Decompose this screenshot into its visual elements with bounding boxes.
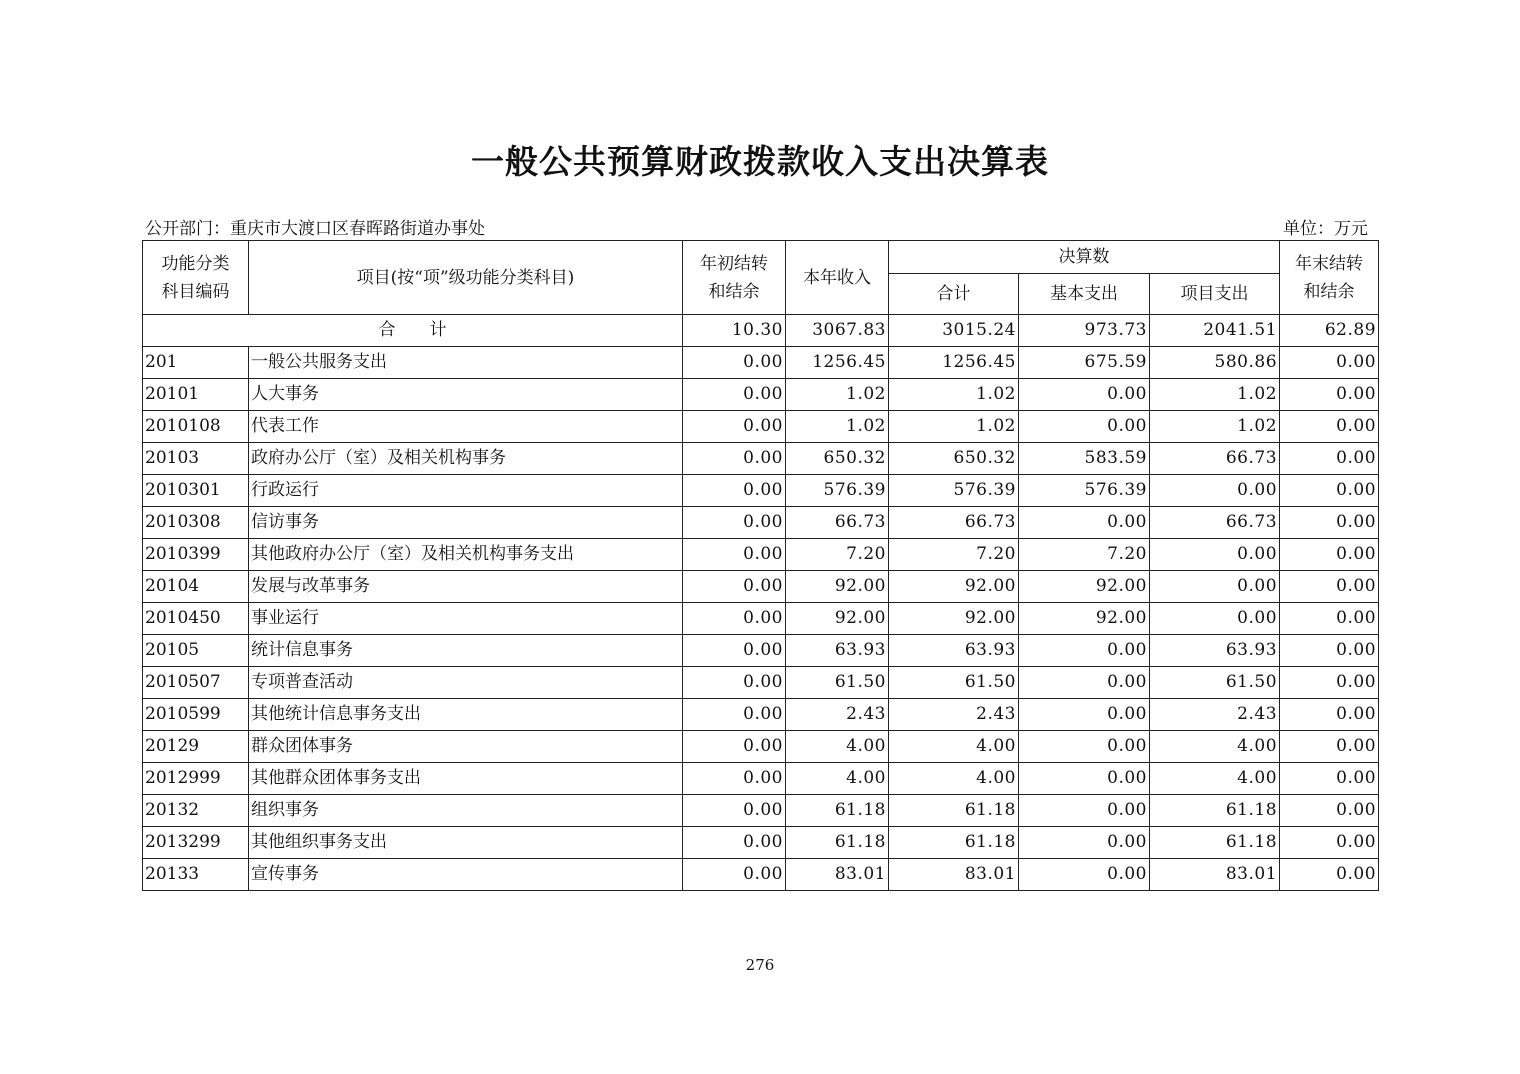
row-name: 人大事务 bbox=[249, 379, 683, 411]
row-basic: 576.39 bbox=[1019, 475, 1150, 507]
row-income: 7.20 bbox=[786, 539, 889, 571]
row-name: 其他群众团体事务支出 bbox=[249, 763, 683, 795]
table-row bbox=[143, 411, 1379, 443]
table-row bbox=[143, 699, 1379, 731]
row-basic: 0.00 bbox=[1019, 795, 1150, 827]
row-closing: 0.00 bbox=[1280, 731, 1379, 763]
row-opening: 0.00 bbox=[683, 539, 786, 571]
row-total: 92.00 bbox=[889, 571, 1019, 603]
row-basic: 7.20 bbox=[1019, 539, 1150, 571]
row-code: 2010599 bbox=[143, 699, 249, 731]
row-code: 2010450 bbox=[143, 603, 249, 635]
row-project: 61.18 bbox=[1150, 795, 1280, 827]
total-closing: 62.89 bbox=[1280, 315, 1379, 347]
row-code: 20129 bbox=[143, 731, 249, 763]
row-total: 61.50 bbox=[889, 667, 1019, 699]
row-opening: 0.00 bbox=[683, 507, 786, 539]
header-basic: 基本支出 bbox=[1019, 274, 1150, 315]
row-project: 1.02 bbox=[1150, 411, 1280, 443]
table-row bbox=[143, 763, 1379, 795]
row-total: 1.02 bbox=[889, 379, 1019, 411]
row-total: 61.18 bbox=[889, 827, 1019, 859]
row-closing: 0.00 bbox=[1280, 443, 1379, 475]
row-closing: 0.00 bbox=[1280, 379, 1379, 411]
row-project: 0.00 bbox=[1150, 603, 1280, 635]
row-code: 20132 bbox=[143, 795, 249, 827]
row-code: 20103 bbox=[143, 443, 249, 475]
row-project: 4.00 bbox=[1150, 763, 1280, 795]
row-project: 4.00 bbox=[1150, 731, 1280, 763]
row-basic: 92.00 bbox=[1019, 571, 1150, 603]
header-code-line1: 功能分类 bbox=[161, 253, 230, 274]
row-project: 0.00 bbox=[1150, 571, 1280, 603]
row-basic: 0.00 bbox=[1019, 635, 1150, 667]
total-opening: 10.30 bbox=[683, 315, 786, 347]
row-code: 2010399 bbox=[143, 539, 249, 571]
row-opening: 0.00 bbox=[683, 443, 786, 475]
row-code: 2010108 bbox=[143, 411, 249, 443]
row-income: 576.39 bbox=[786, 475, 889, 507]
row-opening: 0.00 bbox=[683, 635, 786, 667]
row-income: 1.02 bbox=[786, 379, 889, 411]
row-closing: 0.00 bbox=[1280, 667, 1379, 699]
header-row-1 bbox=[143, 241, 1379, 274]
row-name: 其他统计信息事务支出 bbox=[249, 699, 683, 731]
header-closing-line1: 年末结转 bbox=[1295, 253, 1364, 274]
row-name: 发展与改革事务 bbox=[249, 571, 683, 603]
row-name: 统计信息事务 bbox=[249, 635, 683, 667]
row-basic: 0.00 bbox=[1019, 827, 1150, 859]
row-name: 专项普查活动 bbox=[249, 667, 683, 699]
total-project: 2041.51 bbox=[1150, 315, 1280, 347]
row-total: 92.00 bbox=[889, 603, 1019, 635]
row-closing: 0.00 bbox=[1280, 827, 1379, 859]
row-project: 0.00 bbox=[1150, 475, 1280, 507]
row-code: 20104 bbox=[143, 571, 249, 603]
row-income: 61.50 bbox=[786, 667, 889, 699]
row-name: 代表工作 bbox=[249, 411, 683, 443]
row-basic: 0.00 bbox=[1019, 731, 1150, 763]
row-closing: 0.00 bbox=[1280, 571, 1379, 603]
total-row bbox=[143, 315, 1379, 347]
row-name: 群众团体事务 bbox=[249, 731, 683, 763]
row-total: 576.39 bbox=[889, 475, 1019, 507]
row-name: 行政运行 bbox=[249, 475, 683, 507]
table-row bbox=[143, 539, 1379, 571]
row-code: 2013299 bbox=[143, 827, 249, 859]
row-basic: 92.00 bbox=[1019, 603, 1150, 635]
row-project: 580.86 bbox=[1150, 347, 1280, 379]
row-opening: 0.00 bbox=[683, 859, 786, 891]
row-income: 1256.45 bbox=[786, 347, 889, 379]
header-opening-line2: 和结余 bbox=[708, 281, 760, 302]
row-closing: 0.00 bbox=[1280, 507, 1379, 539]
row-basic: 0.00 bbox=[1019, 699, 1150, 731]
row-income: 650.32 bbox=[786, 443, 889, 475]
row-closing: 0.00 bbox=[1280, 859, 1379, 891]
row-project: 2.43 bbox=[1150, 699, 1280, 731]
row-closing: 0.00 bbox=[1280, 603, 1379, 635]
table-row bbox=[143, 731, 1379, 763]
row-code: 2012999 bbox=[143, 763, 249, 795]
row-opening: 0.00 bbox=[683, 411, 786, 443]
row-project: 61.18 bbox=[1150, 827, 1280, 859]
row-opening: 0.00 bbox=[683, 827, 786, 859]
header-final-group: 决算数 bbox=[889, 241, 1280, 274]
row-closing: 0.00 bbox=[1280, 795, 1379, 827]
row-code: 20101 bbox=[143, 379, 249, 411]
row-opening: 0.00 bbox=[683, 731, 786, 763]
table-row bbox=[143, 635, 1379, 667]
row-project: 1.02 bbox=[1150, 379, 1280, 411]
row-name: 其他政府办公厅（室）及相关机构事务支出 bbox=[249, 539, 683, 571]
row-closing: 0.00 bbox=[1280, 539, 1379, 571]
row-total: 4.00 bbox=[889, 731, 1019, 763]
row-opening: 0.00 bbox=[683, 763, 786, 795]
row-total: 61.18 bbox=[889, 795, 1019, 827]
table-row bbox=[143, 475, 1379, 507]
row-income: 4.00 bbox=[786, 763, 889, 795]
row-code: 20105 bbox=[143, 635, 249, 667]
table-row bbox=[143, 443, 1379, 475]
row-name: 政府办公厅（室）及相关机构事务 bbox=[249, 443, 683, 475]
row-closing: 0.00 bbox=[1280, 763, 1379, 795]
page-title: 一般公共预算财政拨款收入支出决算表 bbox=[471, 142, 1049, 181]
row-basic: 0.00 bbox=[1019, 763, 1150, 795]
unit-label: 单位：万元 bbox=[1283, 219, 1368, 239]
row-income: 66.73 bbox=[786, 507, 889, 539]
table-row bbox=[143, 379, 1379, 411]
row-income: 83.01 bbox=[786, 859, 889, 891]
row-total: 650.32 bbox=[889, 443, 1019, 475]
table-row bbox=[143, 347, 1379, 379]
row-income: 63.93 bbox=[786, 635, 889, 667]
row-closing: 0.00 bbox=[1280, 475, 1379, 507]
row-total: 66.73 bbox=[889, 507, 1019, 539]
row-total: 63.93 bbox=[889, 635, 1019, 667]
budget-table bbox=[142, 240, 1379, 891]
row-basic: 0.00 bbox=[1019, 507, 1150, 539]
row-opening: 0.00 bbox=[683, 603, 786, 635]
table-row bbox=[143, 827, 1379, 859]
header-item: 项目(按“项”级功能分类科目) bbox=[249, 241, 683, 315]
header-code bbox=[143, 241, 249, 315]
row-basic: 0.00 bbox=[1019, 667, 1150, 699]
total-label: 合 计 bbox=[143, 315, 683, 347]
total-income: 3067.83 bbox=[786, 315, 889, 347]
table-row bbox=[143, 571, 1379, 603]
row-opening: 0.00 bbox=[683, 667, 786, 699]
row-basic: 583.59 bbox=[1019, 443, 1150, 475]
header-code-line2: 科目编码 bbox=[161, 281, 230, 302]
row-total: 7.20 bbox=[889, 539, 1019, 571]
row-income: 2.43 bbox=[786, 699, 889, 731]
total-basic: 973.73 bbox=[1019, 315, 1150, 347]
row-opening: 0.00 bbox=[683, 475, 786, 507]
row-income: 61.18 bbox=[786, 795, 889, 827]
table-row bbox=[143, 507, 1379, 539]
header-opening-line1: 年初结转 bbox=[700, 253, 768, 274]
total-total: 3015.24 bbox=[889, 315, 1019, 347]
row-income: 92.00 bbox=[786, 603, 889, 635]
row-income: 92.00 bbox=[786, 571, 889, 603]
row-opening: 0.00 bbox=[683, 571, 786, 603]
row-basic: 0.00 bbox=[1019, 379, 1150, 411]
row-code: 20133 bbox=[143, 859, 249, 891]
row-code: 2010301 bbox=[143, 475, 249, 507]
row-code: 2010507 bbox=[143, 667, 249, 699]
row-name: 信访事务 bbox=[249, 507, 683, 539]
row-project: 0.00 bbox=[1150, 539, 1280, 571]
row-closing: 0.00 bbox=[1280, 635, 1379, 667]
row-basic: 0.00 bbox=[1019, 411, 1150, 443]
row-closing: 0.00 bbox=[1280, 347, 1379, 379]
header-project: 项目支出 bbox=[1150, 274, 1280, 315]
row-income: 1.02 bbox=[786, 411, 889, 443]
row-closing: 0.00 bbox=[1280, 411, 1379, 443]
row-name: 组织事务 bbox=[249, 795, 683, 827]
row-code: 2010308 bbox=[143, 507, 249, 539]
row-total: 1.02 bbox=[889, 411, 1019, 443]
row-total: 2.43 bbox=[889, 699, 1019, 731]
row-opening: 0.00 bbox=[683, 347, 786, 379]
table-row bbox=[143, 603, 1379, 635]
header-closing-line2: 和结余 bbox=[1303, 281, 1355, 302]
row-total: 83.01 bbox=[889, 859, 1019, 891]
row-project: 66.73 bbox=[1150, 443, 1280, 475]
page-number: 276 bbox=[745, 956, 775, 974]
table-row bbox=[143, 667, 1379, 699]
table-row bbox=[143, 859, 1379, 891]
department-label: 公开部门：重庆市大渡口区春晖路街道办事处 bbox=[145, 219, 485, 239]
row-project: 61.50 bbox=[1150, 667, 1280, 699]
row-income: 61.18 bbox=[786, 827, 889, 859]
row-name: 其他组织事务支出 bbox=[249, 827, 683, 859]
row-name: 事业运行 bbox=[249, 603, 683, 635]
header-opening bbox=[683, 241, 786, 315]
row-project: 83.01 bbox=[1150, 859, 1280, 891]
row-opening: 0.00 bbox=[683, 699, 786, 731]
row-basic: 675.59 bbox=[1019, 347, 1150, 379]
header-income: 本年收入 bbox=[786, 241, 889, 315]
table-row bbox=[143, 795, 1379, 827]
row-project: 66.73 bbox=[1150, 507, 1280, 539]
row-opening: 0.00 bbox=[683, 379, 786, 411]
header-closing bbox=[1280, 241, 1379, 315]
row-name: 一般公共服务支出 bbox=[249, 347, 683, 379]
row-total: 4.00 bbox=[889, 763, 1019, 795]
row-closing: 0.00 bbox=[1280, 699, 1379, 731]
header-total: 合计 bbox=[889, 274, 1019, 315]
row-opening: 0.00 bbox=[683, 795, 786, 827]
row-income: 4.00 bbox=[786, 731, 889, 763]
row-project: 63.93 bbox=[1150, 635, 1280, 667]
row-basic: 0.00 bbox=[1019, 859, 1150, 891]
row-name: 宣传事务 bbox=[249, 859, 683, 891]
row-total: 1256.45 bbox=[889, 347, 1019, 379]
row-code: 201 bbox=[143, 347, 249, 379]
